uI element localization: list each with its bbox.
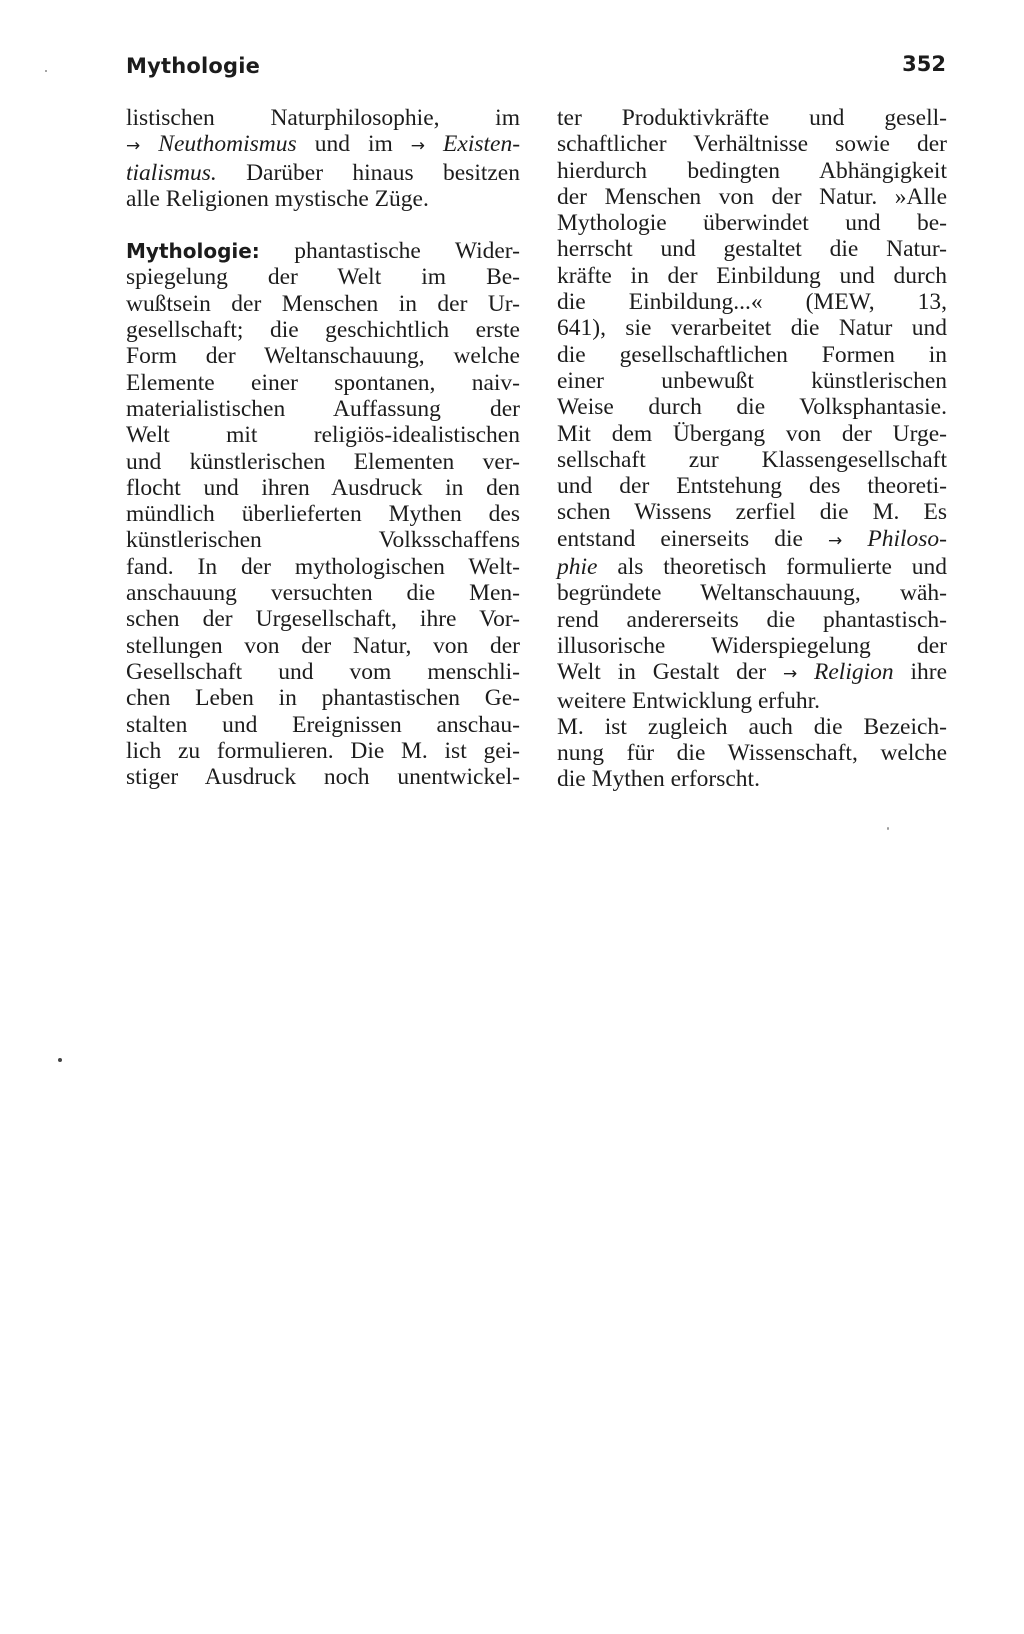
text-line: sellschaft zur Klassengesellschaft	[557, 446, 947, 473]
text-line: herrscht und gestaltet die Natur-	[557, 236, 947, 263]
text-line: gesellschaft; die geschichtlich erste	[126, 317, 520, 344]
text-line: Welt in Gestalt der → Religion ihre	[557, 659, 948, 686]
right-column	[557, 105, 947, 793]
cross-reference-philosophie[interactable]: Philoso-	[867, 525, 948, 552]
cross-reference-religion[interactable]: Religion	[814, 659, 894, 686]
text-line: Weise durch die Volksphantasie.	[557, 394, 947, 421]
text-line: stalten und Ereignissen anschau-	[126, 711, 520, 738]
scan-speck	[58, 1058, 62, 1062]
text-line: mündlich überlieferten Mythen des	[126, 501, 520, 528]
entry-first-line: Mythologie: phantastische Wider-	[126, 238, 520, 265]
text-line: schen Wissens zerfiel die M. Es	[557, 499, 947, 526]
text-line: anschauung versuchten die Men-	[126, 580, 520, 607]
text-line: kräfte in der Einbildung und durch	[557, 262, 947, 289]
cross-reference-arrow-icon: →	[410, 136, 426, 157]
text-line: flocht und ihren Ausdruck in den	[126, 474, 520, 501]
text-line: fand. In der mythologischen Welt-	[126, 553, 520, 580]
text-line: materialistischen Auffassung der	[126, 395, 520, 422]
cross-reference-philosophie-end[interactable]: phie	[557, 554, 598, 581]
running-head: Mythologie	[126, 54, 261, 78]
text-line: wußtsein der Menschen in der Ur-	[126, 290, 520, 317]
text-line: Mit dem Übergang von der Urge-	[557, 420, 947, 447]
text-line: tialismus. Darüber hinaus besitzen	[126, 159, 520, 186]
text-line: und der Entstehung des theoreti-	[557, 473, 947, 500]
text-line: und künstlerischen Elementen ver-	[126, 448, 520, 475]
text-line: die Einbildung...« (MEW, 13,	[557, 289, 947, 316]
text-line: rend andererseits die phantastisch-	[557, 606, 947, 633]
text-line: entstand einerseits die → Philoso-	[557, 525, 948, 552]
text-line: Mythologie überwindet und be-	[557, 210, 947, 237]
text-line: M. ist zugleich auch die Bezeich-	[557, 713, 947, 740]
text-line: illusorische Widerspiegelung der	[557, 632, 947, 659]
text-line: stiger Ausdruck noch unentwickel-	[126, 764, 520, 791]
text-line: einer unbewußt künstlerischen	[557, 367, 947, 394]
text-line: Welt mit religiös-idealistischen	[126, 422, 520, 449]
text-line: schen der Urgesellschaft, ihre Vor-	[126, 606, 520, 633]
cross-reference-existentialismus[interactable]: Existen-	[443, 131, 521, 158]
cross-reference-existentialismus-end[interactable]: tialismus.	[126, 159, 217, 186]
text-line: phie als theoretisch formulierte und	[557, 554, 947, 581]
text-line: schaftlicher Verhältnisse sowie der	[557, 131, 947, 158]
text-line: hierdurch bedingten Abhängigkeit	[557, 157, 947, 184]
text-line: künstlerischen Volksschaffens	[126, 527, 520, 554]
text-line: chen Leben in phantastischen Ge-	[126, 685, 520, 712]
cross-reference-arrow-icon: →	[782, 664, 798, 685]
text-line: lich zu formulieren. Die M. ist gei-	[126, 737, 520, 764]
cross-reference-arrow-icon: →	[126, 136, 141, 157]
left-column	[126, 105, 520, 790]
text-line: nung für die Wissenschaft, welche	[557, 740, 947, 767]
text-line: Elemente einer spontanen, naiv-	[126, 369, 520, 396]
text-line: ter Produktivkräfte und gesell-	[557, 105, 947, 131]
text-line: alle Religionen mystische Züge.	[126, 185, 429, 212]
text-line: die Mythen erforscht.	[557, 766, 760, 793]
scan-speck	[45, 70, 47, 72]
text-line: begründete Weltanschauung, wäh-	[557, 580, 947, 607]
text-line: listischen Naturphilosophie, im	[126, 105, 520, 131]
text-line: stellungen von der Natur, von der	[126, 632, 520, 659]
text-line: spiegelung der Welt im Be-	[126, 264, 520, 291]
page-number: 352	[902, 52, 946, 76]
cross-reference-neuthomismus[interactable]: Neuthomismus	[158, 131, 297, 158]
cross-reference-arrow-icon: →	[828, 530, 843, 551]
text-line: weitere Entwicklung erfuhr.	[557, 687, 820, 714]
text-line: → Neuthomismus und im → Existen-	[126, 131, 521, 158]
text-line: die gesellschaftlichen Formen in	[557, 341, 947, 368]
text-line: 641), sie verarbeitet die Natur und	[557, 315, 947, 342]
entry-headword: Mythologie:	[126, 239, 260, 264]
paragraph-gap	[126, 212, 520, 238]
text-line: der Menschen von der Natur. »Alle	[557, 183, 947, 210]
text-line: Gesellschaft und vom menschli-	[126, 658, 520, 685]
scan-speck	[887, 827, 889, 830]
text-line: Form der Weltanschauung, welche	[126, 343, 520, 370]
